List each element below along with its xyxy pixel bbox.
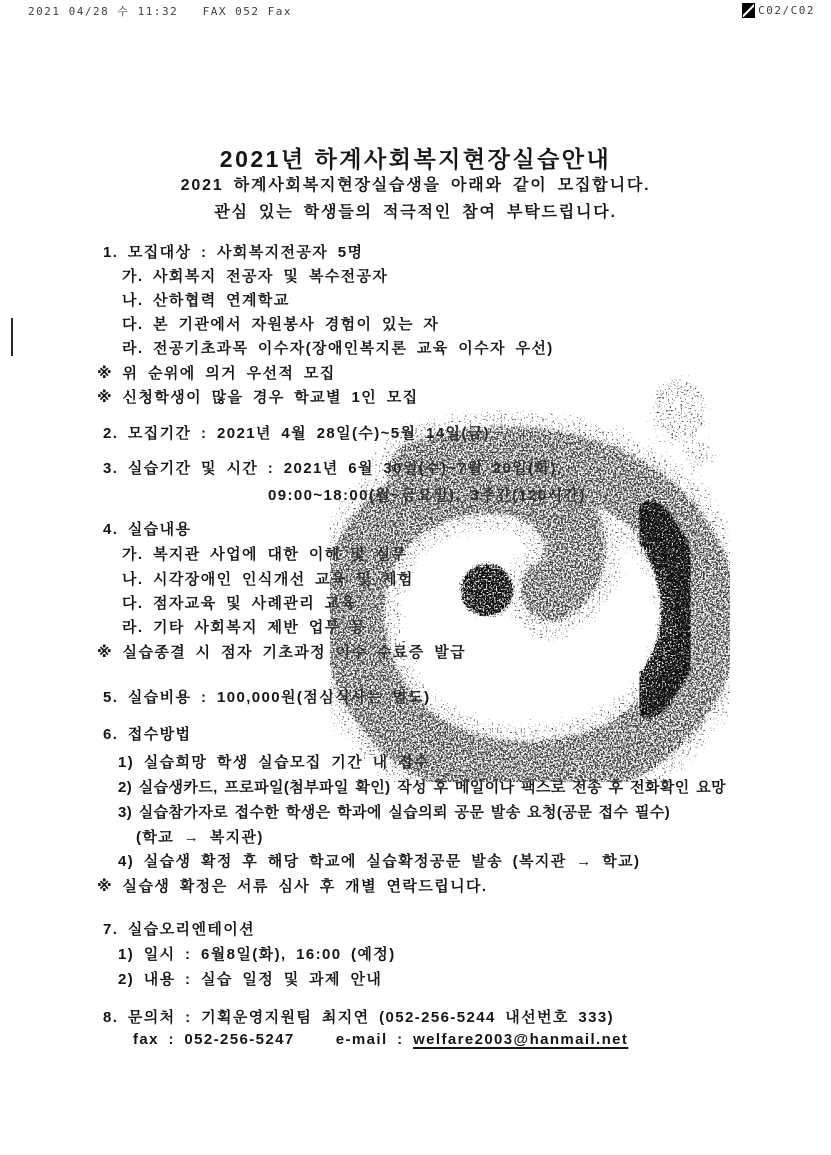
- section-3-continuation: 09:00~18:00(월~금요일), 3주간(120시간): [268, 487, 586, 504]
- section-6-note: ※ 실습생 확정은 서류 심사 후 개별 연락드립니다.: [97, 878, 488, 895]
- section-1-item: 가. 사회복지 전공자 및 복수전공자: [122, 268, 389, 285]
- section-6-heading: 6. 접수방법: [103, 726, 192, 743]
- section-6-item: 4) 실습생 확정 후 해당 학교에 실습확정공문 발송 (복지관 → 학교): [118, 853, 641, 870]
- section-6-item: 3) 실습참가자로 접수한 학생은 학과에 실습의뢰 공문 발송 요청(공문 접수 필수): [118, 804, 671, 821]
- section-4-note: ※ 실습종결 시 점자 기초과정 이수 수료증 발급: [97, 644, 466, 661]
- scan-artifact-line: [11, 318, 13, 356]
- section-6-item: 2) 실습생카드, 프로파일(첨부파일 확인) 작성 후 메일이나 팩스로 전송 후 전화확인 요망: [118, 779, 727, 796]
- fax-page-counter: [742, 3, 815, 18]
- section-2-heading: 2. 모집기간 : 2021년 4월 28일(수)~5월 14일(금): [103, 425, 491, 442]
- section-7-item: 1) 일시 : 6월8일(화), 16:00 (예정): [118, 946, 396, 963]
- section-6-item: 1) 실습희망 학생 실습모집 기간 내 접수: [118, 754, 430, 771]
- taegeuk-swirl-watermark-icon: [330, 352, 730, 782]
- section-4-item: 나. 시각장애인 인식개선 교육 및 체험: [122, 571, 414, 588]
- contact-email-link[interactable]: welfare2003@hanmail.net: [413, 1031, 629, 1048]
- section-3-heading: 3. 실습기간 및 시간 : 2021년 6월 30일(수)~7월 20일(화),: [103, 460, 563, 477]
- intro-line: 2021 하계사회복지현장실습생을 아래와 같이 모집합니다.: [180, 177, 651, 194]
- intro-line: 관심 있는 학생들의 적극적인 참여 부탁드립니다.: [214, 204, 617, 221]
- fax-page-counter-text: C02/C02: [758, 4, 815, 17]
- section-4-heading: 4. 실습내용: [103, 521, 192, 538]
- section-1-item: 나. 산하협력 연계학교: [122, 292, 290, 309]
- section-8-contact-line: [133, 1031, 628, 1048]
- section-4-item: 라. 기타 사회복지 제반 업무 등: [122, 619, 367, 636]
- fax-timestamp: [28, 3, 292, 19]
- section-8-heading: 8. 문의처 : 기획운영지원팀 최지연 (052-256-5244 내선번호 333): [103, 1009, 615, 1026]
- section-6-item: (학교 → 복지관): [136, 829, 264, 846]
- section-5-heading: 5. 실습비용 : 100,000원(점심식사는 별도): [103, 689, 431, 706]
- section-1-note: ※ 위 순위에 의거 우선적 모집: [97, 365, 336, 382]
- section-7-item: 2) 내용 : 실습 일정 및 과제 안내: [118, 971, 383, 988]
- contact-fax: fax : 052-256-5247: [133, 1031, 295, 1048]
- section-1-heading: 1. 모집대상 : 사회복지전공자 5명: [103, 244, 364, 261]
- section-1-item: 다. 본 기관에서 자원봉사 경험이 있는 자: [122, 316, 440, 333]
- fax-page-icon: [742, 3, 755, 18]
- section-1-note: ※ 신청학생이 많을 경우 학교별 1인 모집: [97, 389, 419, 406]
- document-title: 2021년 하계사회복지현장실습안내: [219, 146, 612, 172]
- fax-device-text: FAX 052 Fax: [202, 5, 292, 18]
- section-4-item: 가. 복지관 사업에 대한 이해 및 실무: [122, 546, 408, 563]
- fax-timestamp-text: 2021 04/28 수 11:32: [28, 5, 179, 18]
- contact-email-label: e-mail :: [335, 1031, 404, 1048]
- section-4-item: 다. 점자교육 및 사례관리 교육: [122, 595, 357, 612]
- section-7-heading: 7. 실습오리엔테이션: [103, 921, 255, 938]
- fax-header: [0, 3, 831, 19]
- section-1-item: 라. 전공기초과목 이수자(장애인복지론 교육 이수자 우선): [122, 340, 554, 357]
